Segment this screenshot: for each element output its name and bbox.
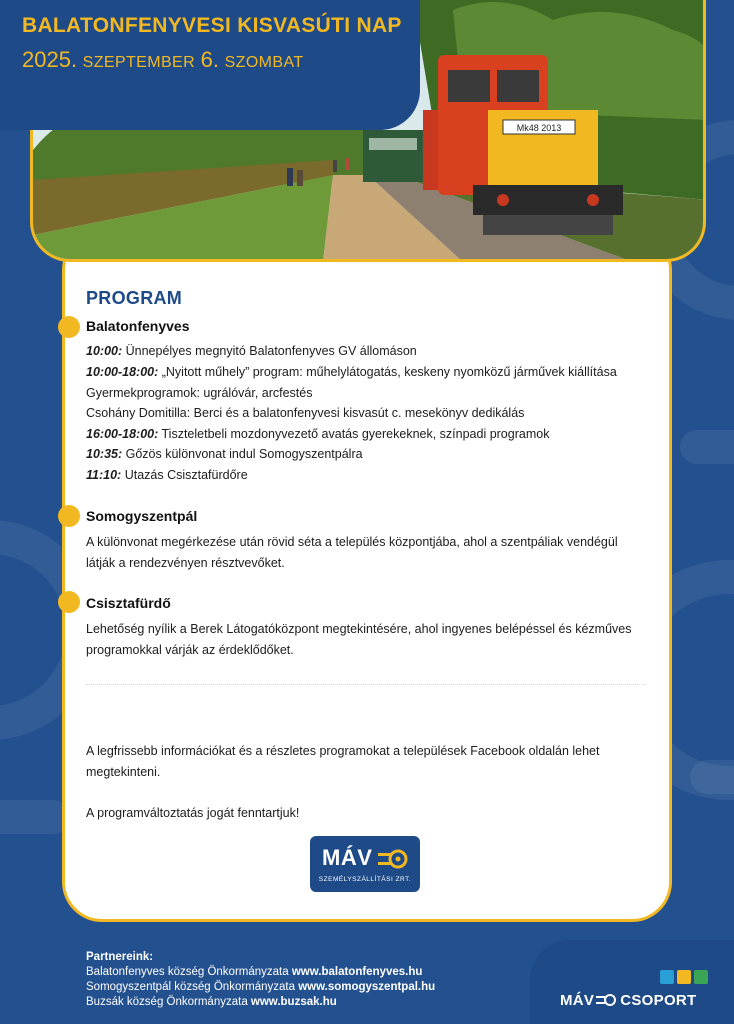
event-weekday: SZOMBAT [224,54,304,71]
partner-line: Somogyszentpál község Önkormányzata www.somogyszentpal.hu [86,981,436,993]
mav-csoport-logo: MÁV CSOPORT [560,992,697,1009]
partners-title: Partnereink: [86,951,154,963]
schedule-line: 16:00-18:00: Tiszteletbeli mozdonyvezető avatás gyerekeknek, színpadi programok [86,427,550,441]
schedule-line: 10:00-18:00: „Nyitott műhely” program: műhelylátogatás, keskeny nyomközű járművek kiállítása [86,365,617,379]
section-bullet [58,316,80,338]
brand-square [694,970,708,984]
event-day: 6. [200,47,220,72]
section-bullet [58,505,80,527]
partner-website-link[interactable]: www.somogyszentpal.hu [298,981,436,993]
brand-squares [660,970,711,989]
brand-square [660,970,674,984]
schedule-line: 10:35: Gőzös különvonat indul Somogyszentpálra [86,447,363,461]
section-heading-balatonfenyves: Balatonfenyves [86,318,190,334]
partner-line: Buzsák község Önkormányzata www.buzsak.hu [86,996,337,1008]
section-heading-csisztafurdo: Csisztafürdő [86,595,171,611]
mav-logo-name: MÁV [322,845,373,870]
disclaimer-text: A programváltoztatás jogát fenntartjuk! [86,806,300,820]
section-text-csisztafurdo: Lehetőség nyílik a Berek Látogatóközpont megtekintésére, ahol ingyenes belépéssel és kézműves programokkal várják az érdeklődőket. [86,622,632,657]
info-text: A legfrissebb információkat és a részletes programokat a települések Facebook oldalán lehet megtekinteni. [86,744,600,779]
loco-plate: Mk48 2013 [516,123,562,133]
schedule-line: 10:00: Ünnepélyes megnyitó Balatonfenyves GV állomáson [86,344,417,358]
brand-square [677,970,691,984]
rail-wheel-icon [596,993,618,1007]
schedule-line: Gyermekprogramok: ugrálóvár, arcfestés [86,386,313,400]
mav-logo [310,836,420,892]
mav-logo-subtitle: SZEMÉLYSZÁLLÍTÁSI ZRT. [318,876,412,883]
event-year: 2025. [22,47,78,72]
section-text-somogyszentpal: A különvonat megérkezése után rövid séta a település központjába, ahol a szentpáliak vendégül látják a rendezvényen résztvevőket. [86,535,618,570]
event-title: BALATONFENYVESI KISVASÚTI NAP [22,14,402,37]
section-bullet [58,591,80,613]
event-month: SZEPTEMBER [82,54,196,71]
rail-wheel-icon [378,848,410,870]
partner-line: Balatonfenyves község Önkormányzata www.balatonfenyves.hu [86,966,423,978]
schedule-line: Csohány Domitilla: Berci és a balatonfenyvesi kisvasút c. mesekönyv dedikálás [86,406,525,420]
program-title: PROGRAM [86,288,183,308]
event-date [22,47,304,73]
partner-website-link[interactable]: www.buzsak.hu [250,996,337,1008]
schedule-line: 11:10: Utazás Csisztafürdőre [86,468,248,482]
section-heading-somogyszentpal: Somogyszentpál [86,508,198,524]
divider [86,684,646,685]
partner-website-link[interactable]: www.balatonfenyves.hu [291,966,423,978]
